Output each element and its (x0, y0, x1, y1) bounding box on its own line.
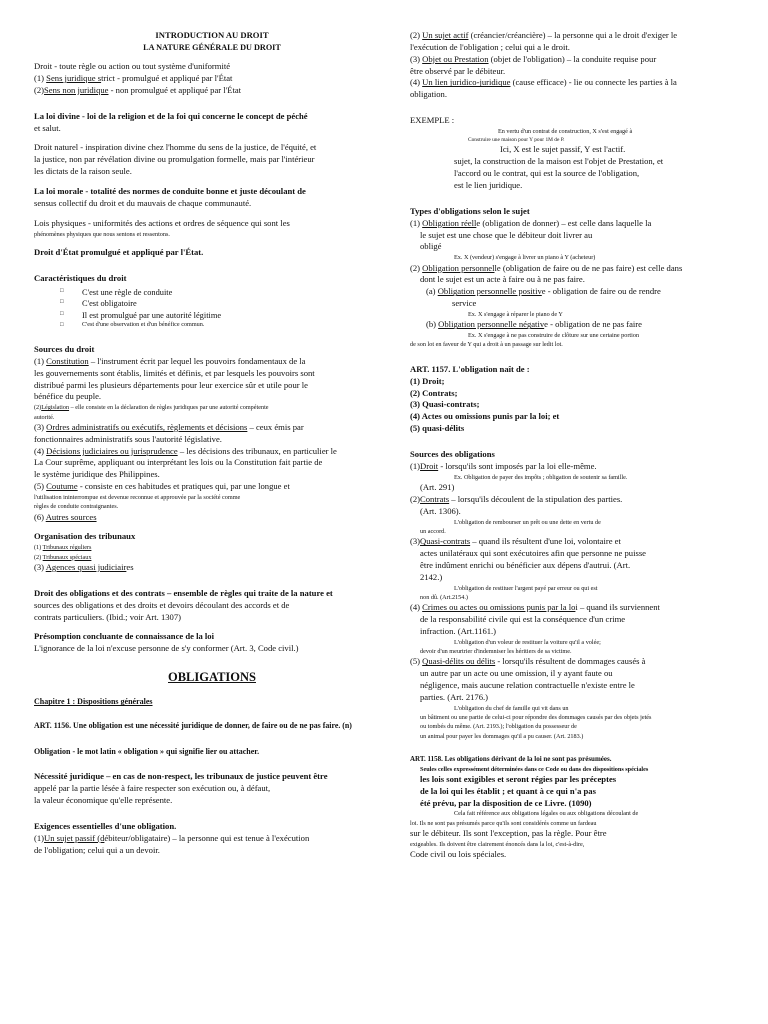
source-decisions-l3: le système juridique des Philippines. (34, 469, 160, 480)
necessite-l2: appelé par la partie lésée à faire respecter son exécution ou, à défaut, (34, 783, 271, 794)
art-1158-ref-4: exigeables. Ils doivent être clairement énoncés dans la loi, c'est-à-dire, (410, 840, 585, 848)
left-column (34, 30, 390, 856)
art-1158-ref-3: sur le débiteur. Ils sont l'exception, pas la règle. Pour être (410, 828, 607, 839)
source-constitution-l2: les gouvernements sont établis, limités et définis, et par lesquels les pouvoirs sont (34, 367, 315, 378)
tribunaux-reguliers: (1) Tribunaux réguliers (34, 544, 92, 552)
exemple-l4: sujet, la construction de la maison est l'objet de Prestation, et (454, 156, 664, 167)
source-crimes-ex: L'obligation d'un voleur de restituer la voiture qu'il a volée; (454, 638, 601, 646)
source-quasi-delits-ex3: ou tombés du même. (Art. 2193.); l'obligation du possesseur de (420, 723, 577, 731)
source-crimes: (4) Crimes ou actes ou omissions punis par la loi – quand ils surviennent (410, 602, 660, 613)
obligation-reelle-l3: obligé (420, 241, 442, 252)
exemple-l6: est le lien juridique. (454, 180, 523, 190)
source-quasi-delits-l2: un autre par un acte ou une omission, il y ayant faute ou (420, 668, 613, 679)
droit-naturel-2: la justice, non par révélation divine ou promulgation formelle, mais par l'intérieur (34, 154, 315, 165)
obligation-positive-l2: service (452, 298, 477, 309)
art-1158-ref-1: Cela fait référence aux obligations légales ou aux obligations découlant de (454, 810, 639, 818)
obligation-reelle-l2: le sujet est une chose que le débiteur doit livrer au (420, 229, 593, 240)
exigence-sujet-passif-l2: de l'obligation; celui qui a un devoir. (34, 844, 160, 855)
exemple-l5: l'accord ou le contrat, qui est la source de l'obligation, (454, 168, 640, 179)
droit-naturel-1: Droit naturel - inspiration divine chez l'homme du sens de la justice, de l'équité, et (34, 142, 317, 153)
source-quasi-delits-ex2: un bâtiment ou une partie de celui-ci pour répondre des dommages causés par des objets jetés (420, 714, 652, 722)
source-crimes-l2: de la responsabilité civile qui est la conséquence d'un crime (420, 614, 626, 625)
exemple-label: EXEMPLE : (410, 115, 455, 126)
loi-divine: La loi divine - loi de la religion et de la foi qui concerne le concept de péché (34, 110, 308, 121)
art-1157-item: (3) Quasi-contrats; (410, 399, 480, 410)
art-1158-l4: été prévu, par la disposition de ce Livre. (1090) (420, 797, 592, 808)
source-constitution: (1) Constitution – l'instrument écrit par lequel les pouvoirs fondamentaux de la (34, 355, 306, 366)
source-legislation-l2: autorité. (34, 413, 55, 421)
obligation-negative-ex2: de son lot en faveur de Y qui a droit à un passage sur ledit lot. (410, 341, 563, 349)
art-1157-item: (5) quasi-délits (410, 423, 465, 434)
sens-juridique: (1) Sens juridique strict - promulgué et appliqué par l'État (34, 73, 233, 84)
source-crimes-l3: infraction. (Art.1161.) (420, 625, 497, 636)
droit-obligations-l3: contrats particuliers. (Ibid.; voir Art. 1307) (34, 611, 182, 622)
source-droit: (1)Droit - lorsqu'ils sont imposés par la loi elle-même. (410, 460, 597, 471)
doc-subtitle: LA NATURE GÉNÉRALE DU DROIT (143, 42, 281, 52)
droit-definition: Droit - toute règle ou action ou tout système d'uniformité (34, 61, 231, 72)
obligation-personnelle: (2) Obligation personnelle (obligation de faire ou de ne pas faire) est celle dans (410, 262, 683, 273)
agences-quasi: (3) Agences quasi judiciaires (34, 561, 134, 572)
caracteristiques-title: Caractéristiques du droit (34, 272, 127, 283)
obligation-reelle: (1) Obligation réelle (obligation de donner) – est celle dans laquelle la (410, 217, 652, 228)
source-quasi-delits-ex: L'obligation du chef de famille qui vit dans un (454, 704, 569, 712)
lien-juridique: (4) Un lien juridico-juridique (cause efficace) - lie ou connecte les parties à la (410, 77, 677, 88)
art-1157-item: (2) Contrats; (410, 387, 458, 398)
presomption-title: Présomption concluante de connaissance de la loi (34, 631, 214, 642)
exemple-l2: Construire une maison pour Y pour 1M de P. (468, 137, 565, 144)
necessite-l3: la valeur économique qu'elle représente. (34, 795, 173, 806)
obligation-positive: (a) Obligation personnelle positive - obligation de faire ou de rendre (426, 286, 661, 297)
source-droit-ref: (Art. 291) (420, 481, 455, 492)
source-contrats-ref: (Art. 1306). (420, 505, 461, 516)
source-contrats-ex: L'obligation de rembourser un prêt ou une dette en vertu de (454, 518, 601, 526)
doc-title: INTRODUCTION AU DROIT (155, 30, 269, 40)
obligation-negative-ex: Ex. X s'engage à ne pas construire de clôture sur une certaine portion (468, 332, 640, 340)
source-legislation: (2)Législation – elle consiste en la déclaration de règles juridiques par une autorité compétente (34, 404, 269, 412)
droit-obligations-l2: sources des obligations et des droits et devoirs découlant des accords et de (34, 599, 290, 610)
art-1158-l2: les lois sont exigibles et seront régies par les préceptes (420, 773, 617, 784)
exemple-l3: Ici, X est le sujet passif, Y est l'actif. (500, 144, 626, 155)
source-quasi-contrats-l4: 2142.) (420, 571, 443, 582)
source-decisions-l2: La Cour suprême, appliquant ou interprétant les lois ou la Constitution fait partie de (34, 457, 323, 468)
source-constitution-l4: bénéfice du peuple. (34, 391, 102, 402)
source-quasi-contrats-l2: actes unilatéraux qui sont exécutoires afin que personne ne puisse (420, 547, 646, 558)
source-quasi-contrats-l3: être indûment enrichi ou bénéficier aux dépens d'autrui. (Art. (420, 559, 631, 570)
presomption-text: L'ignorance de la loi n'excuse personne de s'y conformer (Art. 3, Code civil.) (34, 643, 299, 654)
source-decisions: (4) Décisions judiciaires ou jurisprudence – les décisions des tribunaux, en particulier le (34, 445, 337, 456)
obligation-negative: (b) Obligation personnelle négative - obligation de ne pas faire (426, 319, 642, 330)
source-crimes-ex2: devoir d'un meurtrier d'indemniser les héritiers de sa victime. (420, 648, 572, 656)
art-1158-ref-5: Code civil ou lois spéciales. (410, 849, 507, 860)
source-quasi-contrats-ex: L'obligation de restituer l'argent payé par erreur ou qui est (454, 584, 598, 592)
sujet-actif-l2: l'exécution de l'obligation ; celui qui a le droit. (410, 41, 570, 52)
source-ordres: (3) Ordres administratifs ou exécutifs, règlements et décisions – ceux émis par (34, 421, 304, 432)
obligation-personnelle-l2: dont le sujet est un acte à faire ou à ne pas faire. (420, 274, 585, 285)
objet-prestation: (3) Objet ou Prestation (objet de l'obligation) – la conduite requise pour (410, 53, 657, 64)
source-contrats: (2)Contrats – lorsqu'ils découlent de la stipulation des parties. (410, 493, 623, 504)
sujet-actif: (2) Un sujet actif (créancier/créancière) – la personne qui a le droit d'exiger le (410, 30, 678, 40)
organisation-title: Organisation des tribunaux (34, 531, 136, 542)
loi-morale-cont: sensus collectif du droit et du mauvais de chaque communauté. (34, 197, 252, 208)
list-item: □ Il est promulgué par une autorité légitime (60, 310, 390, 322)
source-contrats-ex2: un accord. (420, 527, 446, 535)
chapitre-title: Chapitre 1 : Dispositions générales (34, 697, 153, 707)
tribunaux-speciaux: (2) Tribunaux spéciaux (34, 553, 92, 561)
list-item: □ C'est une règle de conduite (60, 287, 390, 299)
art-1157-item: (1) Droit; (410, 375, 445, 386)
exigences-title: Exigences essentielles d'une obligation. (34, 820, 177, 831)
source-coutume-l2: l'utilisation ininterrompue est devenue reconnue et approuvée par la société comme (34, 494, 241, 502)
art-1158-ref-2: loi. Ils ne sont pas présumés parce qu'ils sont considérés comme un fardeau (410, 819, 597, 827)
exigence-sujet-passif: (1)Un sujet passif (débiteur/obligataire) – la personne qui est tenue à l'exécution (34, 832, 310, 843)
list-item: □ C'est obligatoire (60, 298, 390, 310)
source-coutume-l3: règles de conduite contraignantes. (34, 503, 119, 511)
source-droit-ex: Ex. Obligation de payer des impôts ; obligation de soutenir sa famille. (454, 473, 628, 481)
source-quasi-delits: (5) Quasi-délits ou délits - lorsqu'ils résultent de dommages causés à (410, 656, 646, 667)
art-1156: ART. 1156. Une obligation est une nécessité juridique de donner, de faire ou de ne pas faire. (n) (34, 721, 352, 731)
source-autres: (6) Autres sources (34, 511, 97, 522)
exemple-l1: En vertu d'un contrat de construction, X s'est engagé à (498, 128, 633, 136)
art-1158-l1: Seules celles expressément déterminées dans ce Code ou dans des dispositions spéciales (420, 765, 649, 773)
source-quasi-delits-ex4: un animal pour payer les dommages qu'il a pu causer. (Art. 2183.) (420, 732, 584, 740)
source-ordres-l2: fonctionnaires administratifs sous l'autorité législative. (34, 433, 222, 444)
source-constitution-l3: distribué parmi les plusieurs départements pour leur exercice sûr et utile pour le (34, 379, 308, 390)
art-1157: ART. 1157. L'obligation naît de : (410, 363, 530, 374)
list-item: □ C'est d'une observation et d'un bénéfice commun. (60, 321, 390, 330)
lien-juridique-l2: obligation. (410, 89, 447, 100)
loi-morale: La loi morale - totalité des normes de conduite bonne et juste découlant de (34, 186, 306, 197)
lois-physiques-cont: phénomènes physiques que nous sentons et ressentons. (34, 230, 170, 238)
source-coutume: (5) Coutume - consiste en ces habitudes et pratiques qui, par une longue et (34, 481, 290, 492)
source-quasi-delits-l4: parties. (Art. 2176.) (420, 691, 489, 702)
obligation-reelle-ex: Ex. X (vendeur) s'engage à livrer un piano à Y (acheteur) (454, 254, 596, 262)
loi-divine-cont: et salut. (34, 122, 61, 133)
obligation-positive-ex: Ex. X s'engage à réparer le piano de Y (468, 311, 563, 319)
necessite-juridique: Nécessité juridique – en cas de non-respect, les tribunaux de justice peuvent être (34, 771, 328, 782)
right-column (410, 30, 740, 861)
art-1158: ART. 1158. Les obligations dérivant de la loi ne sont pas présumées. (410, 754, 612, 763)
objet-prestation-l2: être observé par le débiteur. (410, 65, 506, 76)
droit-etat: Droit d'État promulgué et appliqué par l'État. (34, 246, 204, 257)
source-quasi-contrats: (3)Quasi-contrats – quand ils résultent d'une loi, volontaire et (410, 536, 621, 547)
sources-obligations-title: Sources des obligations (410, 448, 495, 459)
obligation-latin: Obligation - le mot latin « obligation » qui signifie lier ou attacher. (34, 747, 260, 757)
source-quasi-delits-l3: négligence, mais aucune relation contractuelle n'existe entre le (420, 680, 635, 691)
sens-non-juridique: (2)Sens non juridique - non promulgué et appliqué par l'État (34, 84, 242, 95)
source-quasi-contrats-ex2: non dû. (Art.2154.) (420, 593, 468, 601)
sources-droit-title: Sources du droit (34, 343, 95, 354)
lois-physiques: Lois physiques - uniformités des actions et ordres de séquence qui sont les (34, 217, 290, 228)
caracteristiques-list (34, 287, 390, 330)
types-title: Types d'obligations selon le sujet (410, 205, 530, 216)
art-1158-l3: de la loi qui les établit ; et quant à ce qui n'a pas (420, 785, 596, 796)
obligations-heading: OBLIGATIONS (168, 670, 256, 685)
art-1157-item: (4) Actes ou omissions punis par la loi; et (410, 411, 560, 422)
droit-naturel-3: les dictats de la raison seule. (34, 166, 132, 177)
droit-obligations: Droit des obligations et des contrats – ensemble de règles qui traite de la nature et (34, 587, 333, 598)
